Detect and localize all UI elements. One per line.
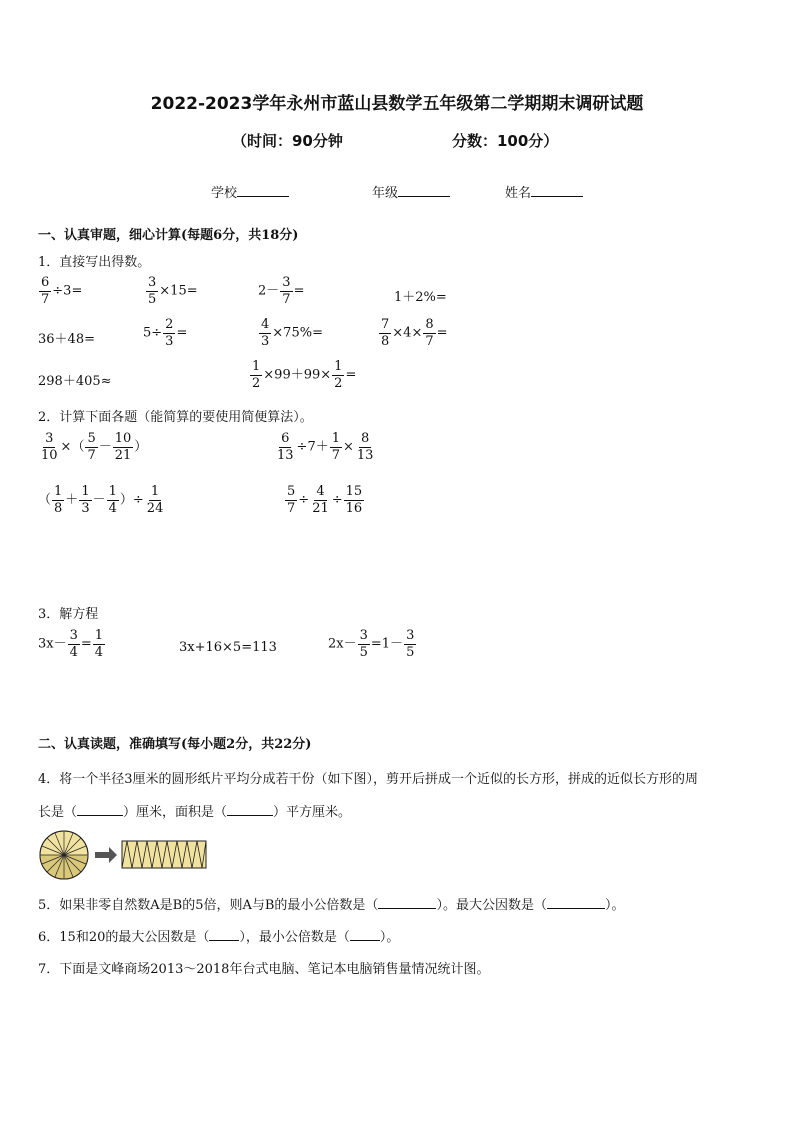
q4-blank-perimeter[interactable] [77, 815, 123, 816]
q3-eq-3: 2x－ $\frac{3}{5}$ =1－ $\frac{3}{5}$ [328, 628, 415, 660]
q6-blank-gcd[interactable] [209, 940, 239, 941]
q1-label: 1．直接写出得数。 [38, 255, 151, 270]
section1-heading: 一、认真审题，细心计算(每题6分，共18分) [38, 228, 299, 243]
grade-field[interactable] [372, 182, 450, 201]
q1-r2-c: $\frac{4}{3}$ ×75%= [261, 317, 323, 349]
q2-label: 2．计算下面各题（能简算的要使用简便算法）。 [38, 410, 313, 425]
page-title: 2022-2023学年永州市蓝山县数学五年级第二学期期末调研试题 [150, 94, 644, 114]
school-field[interactable] [211, 182, 289, 201]
divided-circle-icon [40, 831, 88, 879]
q1-r3-a: 298＋405≈ [38, 374, 112, 389]
score-info: 分数：100分） [452, 132, 559, 150]
q1-r1-d: 1＋2%= [394, 290, 447, 305]
q3-eq-2: 3x+16×5=113 [179, 640, 277, 655]
q1-r2-d: $\frac{7}{8}$ ×4× $\frac{8}{7}$ = [381, 317, 448, 349]
grade-label: 年级 [372, 186, 399, 201]
rectangle-sectors-icon [122, 841, 206, 868]
q3-eq-1: 3x－ $\frac{3}{4}$ = $\frac{1}{4}$ [38, 628, 104, 660]
q1-r1-a: $\frac{6}{7}$ ÷3= [41, 275, 83, 307]
q6-text: 6．15和20的最大公因数是（ ），最小公倍数是（ ）。 [38, 930, 400, 945]
q1-r3-b: $\frac{1}{2}$ ×99＋99× $\frac{1}{2}$ = [252, 359, 357, 391]
q1-r2-b: 5÷ $\frac{2}{3}$ = [143, 317, 188, 349]
q7-text: 7．下面是文峰商场2013～2018年台式电脑、笔记本电脑销售量情况统计图。 [38, 962, 490, 977]
q3-label: 3．解方程 [38, 607, 99, 622]
q6-blank-lcm[interactable] [350, 940, 380, 941]
q5-blank-lcm[interactable] [378, 908, 436, 909]
q2-expr-3: （ $\frac{1}{8}$ ＋ $\frac{1}{3}$ － $\frac{1}{4}$ ）÷ $\frac{1}{24}$ [38, 484, 164, 516]
q5-blank-gcd[interactable] [547, 908, 605, 909]
circle-to-rectangle-figure [37, 828, 217, 882]
q4-blank-area[interactable] [227, 815, 273, 816]
q1-r1-c: 2－ $\frac{3}{7}$ = [258, 275, 305, 307]
q1-r2-a: 36＋48= [38, 332, 95, 347]
q4-text-line1: 4．将一个半径3厘米的圆形纸片平均分成若干份（如下图），剪开后拼成一个近似的长方形，拼成的近似长方形的周 [38, 772, 699, 787]
school-label: 学校 [211, 186, 238, 201]
q4-text-line2: 长是（ ）厘米，面积是（ ）平方厘米。 [38, 805, 352, 820]
q1-r1-b: $\frac{3}{5}$ ×15= [148, 275, 198, 307]
right-arrow-icon [95, 847, 117, 863]
q5-text: 5．如果非零自然数A是B的5倍，则A与B的最小公倍数是（ ）。最大公因数是（ ）。 [38, 898, 625, 913]
name-field[interactable] [505, 182, 583, 201]
time-info: （时间：90分钟 [232, 132, 343, 150]
q2-expr-4: $\frac{5}{7}$ ÷ $\frac{4}{21}$ ÷ $\frac{15}{16}$ [287, 484, 363, 516]
q2-expr-1: $\frac{3}{10}$ ×（ $\frac{5}{7}$ － $\frac{10}{21}$ ） [41, 431, 148, 463]
name-label: 姓名 [505, 186, 532, 201]
section2-heading: 二、认真读题，准确填写(每小题2分，共22分) [38, 737, 312, 752]
q2-expr-2: $\frac{6}{13}$ ÷7＋ $\frac{1}{7}$ × $\frac{8}{13}$ [277, 431, 374, 463]
